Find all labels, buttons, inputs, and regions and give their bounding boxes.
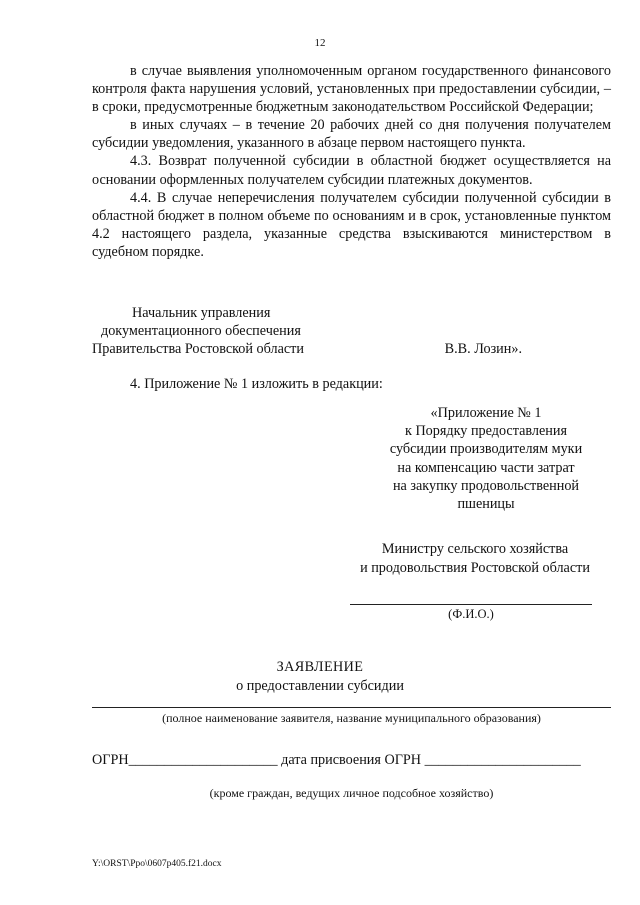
ogrn-note: (кроме граждан, ведущих личное подсобное хозяйство) [209,786,494,800]
signature-position-line3: Правительства Ростовской области [92,341,304,358]
document-subtitle: о предоставлении субсидии [236,677,404,694]
appendix-line: пшеницы [457,496,515,513]
ogrn-field[interactable]: ОГРН_____________________ дата присвоения ОГРН ______________________ [92,752,581,768]
paragraph-4-4: 4.4. В случае неперечисления получателем субсидии полученной субсидии в областной бюджет в полном объеме по основаниям и в срок, установленные пунктом 4.2 настоящего раздела, указанные средства взыскиваются министерством в судебном порядке. [92,189,611,260]
addressee-line: Министру сельского хозяйства [381,541,569,557]
appendix-line: на закупку продовольственной [392,477,580,494]
appendix-line: на компенсацию части затрат [397,459,575,476]
signature-position-line1: Начальник управления [132,305,271,321]
document-title-block [0,658,640,695]
paragraph-4-3: 4.3. Возврат полученной субсидии в областной бюджет осуществляется на основании оформленных получателем субсидии платежных документов. [92,153,611,188]
paragraph-other-cases: в иных случаях – в течение 20 рабочих дней со дня получения получателем субсидии уведомления, указанного в абзаце первом настоящего пункта. [92,117,611,152]
addressee-line: и продовольствия Ростовской области [360,559,590,576]
signature-name: В.В. Лозин». [444,341,522,358]
instruction-text: 4. Приложение № 1 изложить в редакции: [130,376,383,392]
signature-line3 [92,340,522,358]
addressee-block [330,540,620,577]
footer-file-path: Y:\ORST\Ppo\0607p405.f21.docx [92,859,222,869]
document-title: ЗАЯВЛЕНИЕ [276,659,364,675]
applicant-caption: (полное наименование заявителя, название муниципального образования) [162,711,541,725]
appendix-line: «Приложение № 1 [430,405,542,421]
appendix-line: к Порядку предоставления [405,423,567,440]
signature-block [92,304,522,358]
paragraph-violation: в случае выявления уполномоченным органом государственного финансового контроля факта нарушения условий, установленных при предоставлении субсидии, – в сроки, предусмотренные бюджетным законодательством Российской Федерации; [92,63,611,116]
applicant-field-line[interactable] [92,707,611,708]
page-number: 12 [314,37,326,49]
fio-label: (Ф.И.О.) [448,607,494,621]
appendix-line: субсидии производителям муки [389,441,583,458]
fio-field-line[interactable] [350,604,592,605]
signature-position-line2: документационного обеспечения [101,323,301,340]
body-text [92,62,611,261]
appendix-header [373,404,599,513]
